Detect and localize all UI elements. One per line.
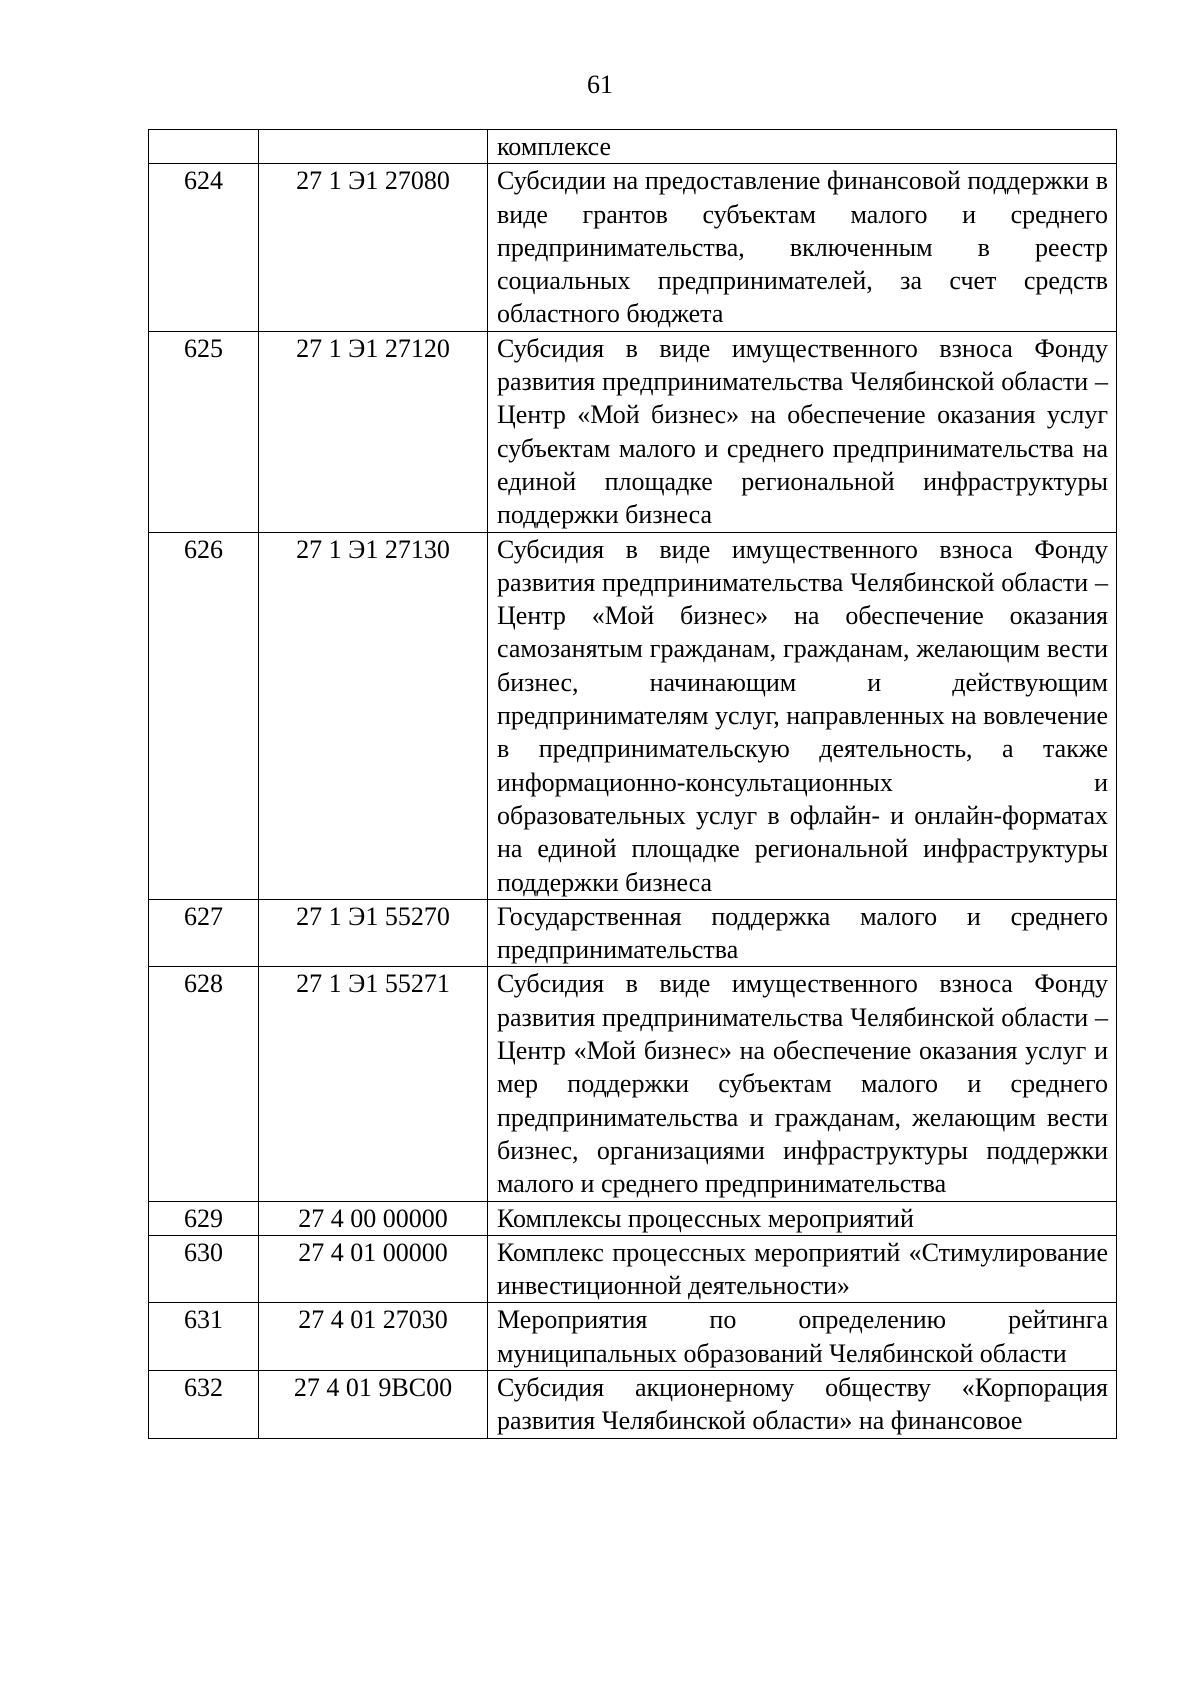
row-number-cell: 628 <box>149 967 259 1201</box>
description-cell: Комплекс процессных мероприятий «Стимулирование инвестиционной деятельности» <box>488 1235 1117 1303</box>
code-cell: 27 4 00 00000 <box>259 1201 488 1235</box>
row-number-cell: 626 <box>149 532 259 899</box>
row-number-cell: 630 <box>149 1235 259 1303</box>
code-cell: 27 1 Э1 55270 <box>259 899 488 967</box>
code-cell: 27 1 Э1 27080 <box>259 164 488 331</box>
table-row <box>149 331 1117 532</box>
description-cell: Субсидия в виде имущественного взноса Фонду развития предпринимательства Челябинской области – Центр «Мой бизнес» на обеспечение оказания услуг субъектам малого и среднего предпринимательства на единой площадке региональной инфраструктуры поддержки бизнеса <box>488 331 1117 532</box>
description-cell: Мероприятия по определению рейтинга муниципальных образований Челябинской области <box>488 1303 1117 1371</box>
description-cell: Государственная поддержка малого и среднего предпринимательства <box>488 899 1117 967</box>
classification-table <box>148 129 1117 1439</box>
code-cell: 27 1 Э1 27120 <box>259 331 488 532</box>
description-cell: Субсидия в виде имущественного взноса Фонду развития предпринимательства Челябинской области – Центр «Мой бизнес» на обеспечение оказания самозанятым гражданам, гражданам, желающим вести бизнес, начинающим и действующим предпринимателям услуг, направленных на вовлечение в предпринимательскую деятельность, а также информационно-консультационных и образовательных услуг в офлайн- и онлайн-форматах на единой площадке региональной инфраструктуры поддержки бизнеса <box>488 532 1117 899</box>
code-cell: 27 4 01 00000 <box>259 1235 488 1303</box>
table-row <box>149 899 1117 967</box>
description-cell: комплексе <box>488 130 1117 164</box>
row-number-cell: 624 <box>149 164 259 331</box>
row-number-cell: 631 <box>149 1303 259 1371</box>
row-number-cell <box>149 130 259 164</box>
code-cell <box>259 130 488 164</box>
table-row <box>149 1201 1117 1235</box>
row-number-cell: 632 <box>149 1370 259 1438</box>
table-row <box>149 1370 1117 1438</box>
description-cell: Субсидия акционерному обществу «Корпорация развития Челябинской области» на финансовое <box>488 1370 1117 1438</box>
page-number: 61 <box>587 70 613 99</box>
table-row <box>149 130 1117 164</box>
row-number-cell: 625 <box>149 331 259 532</box>
code-cell: 27 1 Э1 27130 <box>259 532 488 899</box>
row-number-cell: 629 <box>149 1201 259 1235</box>
code-cell: 27 1 Э1 55271 <box>259 967 488 1201</box>
description-cell: Комплексы процессных мероприятий <box>488 1201 1117 1235</box>
table-row <box>149 1303 1117 1371</box>
table-row <box>149 1235 1117 1303</box>
description-cell: Субсидии на предоставление финансовой поддержки в виде грантов субъектам малого и среднего предпринимательства, включенным в реестр социальных предпринимателей, за счет средств областного бюджета <box>488 164 1117 331</box>
code-cell: 27 4 01 27030 <box>259 1303 488 1371</box>
row-number-cell: 627 <box>149 899 259 967</box>
description-cell: Субсидия в виде имущественного взноса Фонду развития предпринимательства Челябинской области – Центр «Мой бизнес» на обеспечение оказания услуг и мер поддержки субъектам малого и среднего предпринимательства и гражданам, желающим вести бизнес, организациями инфраструктуры поддержки малого и среднего предпринимательства <box>488 967 1117 1201</box>
table-row <box>149 967 1117 1201</box>
table-row <box>149 164 1117 331</box>
code-cell: 27 4 01 9ВС00 <box>259 1370 488 1438</box>
table-row <box>149 532 1117 899</box>
